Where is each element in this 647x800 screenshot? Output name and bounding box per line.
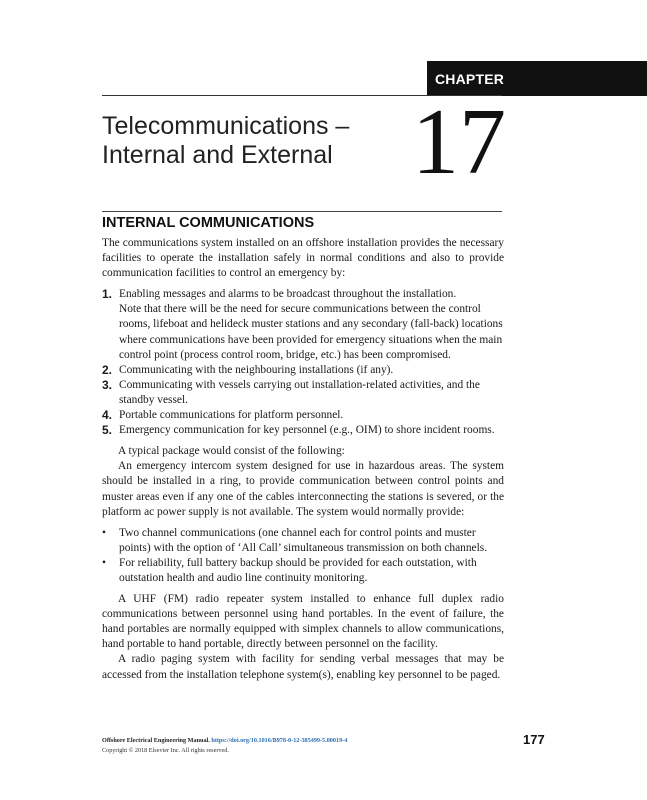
bullet-item <box>102 526 504 556</box>
bullet-list <box>102 526 504 586</box>
copyright: Copyright © 2018 Elsevier Inc. All rights reserved. <box>102 747 229 754</box>
body-text <box>102 236 504 683</box>
chapter-number: 17 <box>412 90 506 194</box>
doi-link[interactable]: https://doi.org/10.1016/B978-0-12-385499-5.00019-4 <box>211 737 348 744</box>
list-item-note: Note that there will be the need for secure communications between the control rooms, lifeboat and helideck muster stations and any secondary (fall-back) locations where communications have been provided for emergency situations when the main control point (process control room, bridge, etc.) has been compromised. <box>119 303 503 361</box>
chapter-title <box>102 112 349 170</box>
list-item <box>102 363 504 378</box>
list-item-text: Communicating with vessels carrying out installation-related activities, and the standby vessel. <box>119 378 480 406</box>
journal-name: Offshore Electrical Engineering Manual. <box>102 737 210 744</box>
list-number: 2. <box>102 362 113 377</box>
list-item-text: Portable communications for platform personnel. <box>119 409 344 422</box>
bullet-text: Two channel communications (one channel each for control points and muster points) with the option of ‘All Call’ simultaneous transmission on both channels. <box>119 526 488 554</box>
intro-paragraph: The communications system installed on an offshore installation provides the necessary facilities to operate the installation safely in normal conditions and also to provide communication facilities to control an emergency by: <box>102 237 504 280</box>
numbered-list <box>102 287 504 438</box>
section-heading: INTERNAL COMMUNICATIONS <box>102 215 315 231</box>
bullet-text: For reliability, full battery backup should be provided for each outstation, with outstation health and audio line continuity monitoring. <box>119 556 477 584</box>
list-item-text: Enabling messages and alarms to be broadcast throughout the installation. <box>119 288 457 301</box>
paragraph: A radio paging system with facility for sending verbal messages that may be accessed from the installation telephone system(s), enabling key personnel to be paged. <box>102 653 504 681</box>
chapter-title-line-1: Telecommunications – <box>102 112 350 140</box>
paragraph: An emergency intercom system designed for use in hazardous areas. The system should be installed in a ring, to provide communication between control points and muster areas even if any one of the cables interconnecting the stations is severed, or the platform ac power supply is not available. The system would normally provide: <box>102 460 504 518</box>
bullet-item <box>102 556 504 586</box>
paragraph: A typical package would consist of the following: <box>118 445 345 458</box>
list-item <box>102 423 504 438</box>
list-number: 4. <box>102 408 113 423</box>
list-number: 1. <box>102 287 113 302</box>
list-item-text: Emergency communication for key personnel (e.g., OIM) to shore incident rooms. <box>119 424 495 437</box>
section-rule <box>102 211 502 212</box>
footer-citation <box>102 737 347 744</box>
chapter-title-line-2: Internal and External <box>102 141 333 169</box>
list-item-text: Communicating with the neighbouring installations (if any). <box>119 363 394 376</box>
bullet-marker: • <box>102 556 106 569</box>
list-number: 5. <box>102 423 113 438</box>
chapter-label: CHAPTER <box>435 71 505 87</box>
list-item <box>102 378 504 408</box>
page-number: 177 <box>523 732 545 747</box>
bullet-marker: • <box>102 526 106 539</box>
list-item <box>102 408 504 423</box>
list-item <box>102 287 504 362</box>
paragraph: A UHF (FM) radio repeater system installed to enhance full duplex radio communications between personnel using hand portables. In the event of failure, the hand portables are normally equipped with simplex channels to allow communications, hand portable to hand portable, directly between personnel on the facility. <box>102 593 504 651</box>
list-number: 3. <box>102 377 113 392</box>
